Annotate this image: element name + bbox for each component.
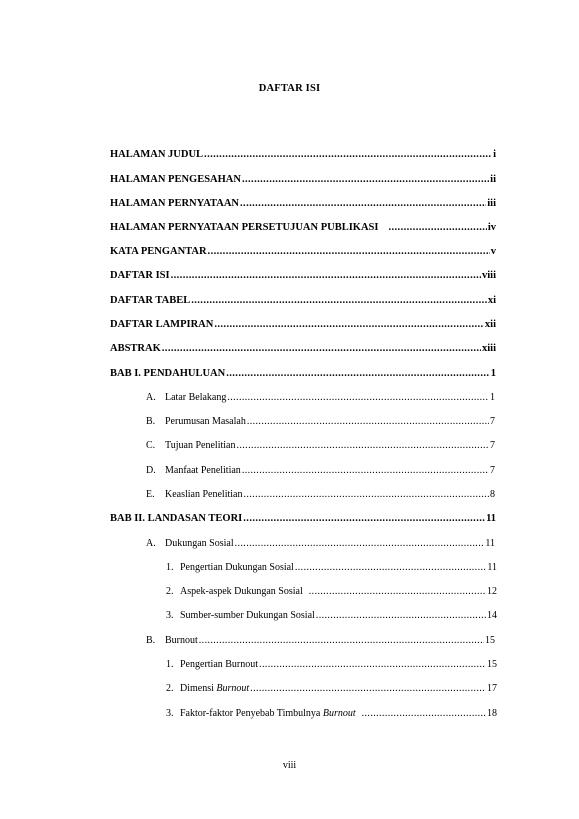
- dot-leader: [295, 562, 486, 573]
- toc-entry-page: viii: [481, 270, 496, 281]
- toc-entry[interactable]: [146, 416, 495, 427]
- toc-entry-page: 8: [490, 489, 495, 500]
- toc-entry-marker: B.: [146, 416, 156, 427]
- toc-entry-label: Dimensi: [180, 683, 214, 694]
- toc-entry[interactable]: [146, 538, 495, 549]
- toc-entry[interactable]: [110, 149, 496, 160]
- toc-entry-marker: 1.: [166, 562, 174, 573]
- dot-leader: [214, 319, 484, 330]
- toc-entry[interactable]: [166, 562, 497, 573]
- toc-entry-marker: B.: [146, 635, 156, 646]
- toc-entry-page: 11: [485, 538, 495, 549]
- toc-entry-marker: A.: [146, 392, 156, 403]
- dot-leader: [240, 198, 486, 209]
- toc-entry[interactable]: [110, 513, 496, 524]
- toc-entry-page: 7: [490, 440, 495, 451]
- toc-entry-label: Keaslian Penelitian: [165, 489, 243, 500]
- dot-leader: [242, 465, 489, 476]
- toc-entry-label: Burnout: [165, 635, 198, 646]
- toc-entry-marker: C.: [146, 440, 156, 451]
- dot-leader: [247, 416, 489, 427]
- dot-leader: [208, 246, 490, 257]
- page-title: DAFTAR ISI: [258, 83, 321, 94]
- toc-entry[interactable]: [110, 270, 496, 281]
- toc-entry[interactable]: [110, 295, 496, 306]
- toc-entry-label: DAFTAR ISI: [110, 270, 170, 281]
- toc-entry[interactable]: [146, 465, 495, 476]
- toc-entry[interactable]: [110, 368, 496, 379]
- toc-entry-label: ABSTRAK: [110, 343, 161, 354]
- toc-entry-marker: E.: [146, 489, 155, 500]
- dot-leader: [235, 538, 485, 549]
- dot-leader: [309, 586, 486, 597]
- toc-entry-label: HALAMAN PERNYATAAN PERSETUJUAN PUBLIKASI: [110, 222, 379, 233]
- toc-entry-label: BAB I. PENDAHULUAN: [110, 368, 226, 379]
- toc-entry-page: i: [493, 149, 496, 160]
- toc-entry-label: Faktor-faktor Penyebab Timbulnya: [180, 708, 321, 719]
- toc-entry-label: KATA PENGANTAR: [110, 246, 207, 257]
- toc-entry[interactable]: [110, 319, 496, 330]
- toc-entry-label: Pengertian Dukungan Sosial: [180, 562, 294, 573]
- dot-leader: [243, 513, 485, 524]
- toc-entry-page: 15: [487, 659, 497, 670]
- toc-entry[interactable]: [166, 708, 497, 719]
- dot-leader: [199, 635, 484, 646]
- dot-leader: [236, 440, 489, 451]
- toc-entry-label: BAB II. LANDASAN TEORI: [110, 513, 243, 524]
- toc-entry-label: Dukungan Sosial: [165, 538, 234, 549]
- dot-leader: [191, 295, 487, 306]
- toc-entry-marker: A.: [146, 538, 156, 549]
- toc-entry-label: Aspek-aspek Dukungan Sosial: [180, 586, 303, 597]
- toc-entry-label: HALAMAN PERNYATAAN: [110, 198, 240, 209]
- toc-entry-label: DAFTAR LAMPIRAN: [110, 319, 214, 330]
- toc-entry[interactable]: [110, 174, 496, 185]
- toc-entry-page: 1: [490, 392, 495, 403]
- toc-entry-page: 17: [487, 683, 497, 694]
- toc-entry-page: xii: [484, 319, 496, 330]
- dot-leader: [204, 149, 492, 160]
- toc-entry-label: Manfaat Penelitian: [165, 465, 241, 476]
- dot-leader: [242, 174, 489, 185]
- toc-entry-label: HALAMAN PENGESAHAN: [110, 174, 241, 185]
- toc-entry-marker: 3.: [166, 708, 174, 719]
- toc-entry[interactable]: [166, 586, 497, 597]
- toc-entry[interactable]: [110, 222, 496, 233]
- toc-entry-page: 7: [490, 465, 495, 476]
- toc-entry-page: 12: [487, 586, 497, 597]
- toc-entry-page: 11: [487, 562, 497, 573]
- toc-entry-page: xi: [487, 295, 496, 306]
- toc-entry[interactable]: [166, 683, 497, 694]
- dot-leader: [388, 222, 486, 233]
- dot-leader: [316, 610, 486, 621]
- toc-entry[interactable]: [110, 343, 496, 354]
- toc-entry[interactable]: [146, 635, 495, 646]
- toc-entry[interactable]: [146, 489, 495, 500]
- toc-entry-page: 11: [486, 513, 496, 524]
- dot-leader: [250, 683, 486, 694]
- toc-entry-label: Pengertian Burnout: [180, 659, 259, 670]
- toc-entry[interactable]: [146, 440, 495, 451]
- toc-entry[interactable]: [110, 198, 496, 209]
- toc-entry-page: 18: [487, 708, 497, 719]
- dot-leader: [226, 368, 490, 379]
- toc-entry-page: iv: [487, 222, 496, 233]
- toc-entry-label: Latar Belakang: [165, 392, 227, 403]
- toc-entry-marker: 2.: [166, 586, 174, 597]
- toc-entry[interactable]: [146, 392, 495, 403]
- toc-entry-page: 14: [487, 610, 497, 621]
- toc-entry-label-italic: Burnout: [216, 683, 250, 694]
- toc-entry-page: 1: [490, 368, 496, 379]
- dot-leader: [227, 392, 489, 403]
- dot-leader: [362, 708, 486, 719]
- toc-entry[interactable]: [166, 610, 497, 621]
- toc-entry[interactable]: [166, 659, 497, 670]
- dot-leader: [243, 489, 489, 500]
- toc-entry-page: xiii: [481, 343, 496, 354]
- toc-entry-label: Perumusan Masalah: [165, 416, 246, 427]
- page-number: viii: [282, 760, 297, 771]
- dot-leader: [162, 343, 481, 354]
- toc-entry-label: DAFTAR TABEL: [110, 295, 191, 306]
- toc-entry-page: 15: [485, 635, 495, 646]
- dot-leader: [259, 659, 486, 670]
- toc-entry-label-italic: Burnout: [322, 708, 356, 719]
- toc-entry-marker: 1.: [166, 659, 174, 670]
- toc-entry-marker: 2.: [166, 683, 174, 694]
- toc-entry-label: Sumber-sumber Dukungan Sosial: [180, 610, 315, 621]
- toc-entry-label: HALAMAN JUDUL: [110, 149, 204, 160]
- toc-entry-marker: 3.: [166, 610, 174, 621]
- toc-entry-label: Tujuan Penelitian: [165, 440, 236, 451]
- toc-entry[interactable]: [110, 246, 496, 257]
- dot-leader: [171, 270, 481, 281]
- toc-entry-marker: D.: [146, 465, 156, 476]
- toc-entry-page: 7: [490, 416, 495, 427]
- toc-entry-page: v: [490, 246, 496, 257]
- toc-entry-page: ii: [490, 174, 496, 185]
- toc-entry-page: iii: [487, 198, 496, 209]
